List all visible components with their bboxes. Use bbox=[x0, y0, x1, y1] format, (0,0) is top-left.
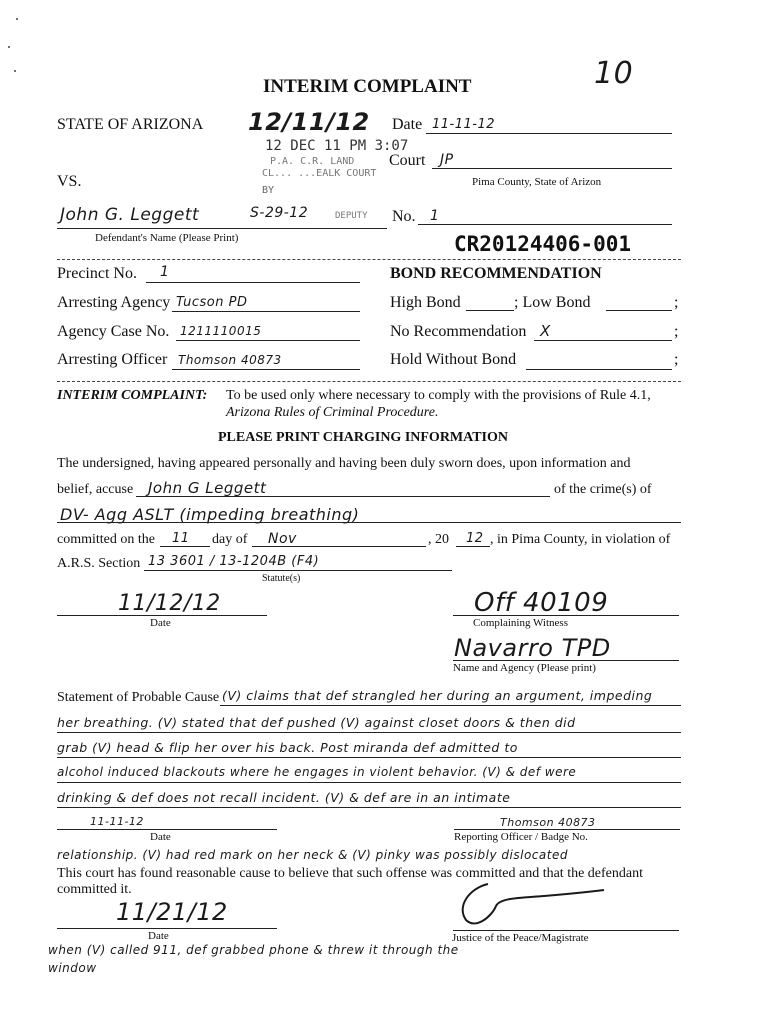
interim-text-1: To be used only where necessary to comply with the provisions of Rule 4.1, bbox=[226, 388, 651, 403]
agency-value: Tucson PD bbox=[176, 295, 248, 310]
hold-without-bond-line bbox=[526, 369, 672, 370]
bond-heading: BOND RECOMMENDATION bbox=[390, 265, 602, 282]
filed-stamp-clerk-2: CL... ...EALK COURT bbox=[262, 168, 377, 179]
probable-cause-rule bbox=[57, 807, 681, 808]
low-bond-line bbox=[606, 310, 672, 311]
pc-date-line bbox=[57, 829, 277, 830]
agency-case-value: 1211110015 bbox=[180, 324, 262, 338]
officer-label: Arresting Officer bbox=[57, 351, 168, 368]
stamp-handwritten-date: 12/11/12 bbox=[248, 108, 370, 136]
charging-line-1: The undersigned, having appeared personally and having been duly sworn does, upon information and bbox=[57, 456, 631, 471]
date-value: 11-11-12 bbox=[432, 117, 496, 132]
statute-caption: Statute(s) bbox=[262, 573, 301, 584]
witness-date-value: 11/12/12 bbox=[118, 591, 221, 616]
probable-cause-line: grab (V) head & flip her over his back. Post miranda def admitted to bbox=[57, 740, 518, 755]
separator bbox=[57, 259, 681, 260]
agency-label: Arresting Agency bbox=[57, 294, 171, 311]
accused-value: John G Leggett bbox=[148, 479, 267, 497]
no-recommendation-line bbox=[534, 340, 672, 341]
crime-line bbox=[57, 522, 681, 523]
finding-date-value: 11/21/12 bbox=[116, 898, 228, 926]
probable-cause-rule bbox=[57, 782, 681, 783]
magistrate-signature bbox=[448, 876, 608, 932]
name-agency-caption: Name and Agency (Please print) bbox=[453, 662, 596, 674]
finding-line-1: This court has found reasonable cause to believe that such offense was committed and that the defendant bbox=[57, 866, 643, 881]
no-line bbox=[418, 224, 672, 225]
filed-stamp-deputy: DEPUTY bbox=[335, 211, 368, 221]
reporting-officer-value: Thomson 40873 bbox=[500, 816, 596, 829]
month-line bbox=[252, 546, 426, 547]
witness-signature-line bbox=[453, 615, 679, 616]
vs-label: VS. bbox=[57, 173, 82, 190]
semicolon: ; bbox=[674, 351, 679, 368]
probable-cause-rule bbox=[57, 757, 681, 758]
court-label: Court bbox=[389, 152, 426, 169]
probable-cause-line: alcohol induced blackouts where he engages in violent behavior. (V) & def were bbox=[57, 765, 577, 779]
probable-cause-line: (V) claims that def strangled her during an argument, impeding bbox=[222, 688, 653, 703]
finding-date-caption: Date bbox=[148, 930, 169, 942]
accused-line bbox=[136, 496, 550, 497]
probable-cause-label: Statement of Probable Cause bbox=[57, 690, 220, 705]
defendant-caption: Defendant's Name (Please Print) bbox=[95, 232, 239, 244]
finding-date-line bbox=[57, 928, 277, 929]
high-bond-line bbox=[466, 310, 514, 311]
year-prefix: , 20 bbox=[428, 532, 449, 547]
year-line bbox=[456, 546, 490, 547]
year-value: 12 bbox=[466, 531, 484, 546]
name-agency-line bbox=[453, 660, 679, 661]
agency-case-label: Agency Case No. bbox=[57, 323, 170, 340]
magistrate-caption: Justice of the Peace/Magistrate bbox=[452, 932, 589, 944]
high-bond-label: High Bond bbox=[390, 294, 461, 311]
margin-mark bbox=[16, 18, 18, 20]
ars-label: A.R.S. Section bbox=[57, 556, 141, 571]
agency-case-line bbox=[176, 340, 360, 341]
hold-without-bond-label: Hold Without Bond bbox=[390, 351, 517, 368]
handwritten-page-number: 10 bbox=[594, 56, 634, 91]
no-label: No. bbox=[392, 208, 416, 225]
precinct-label: Precinct No. bbox=[57, 265, 137, 282]
no-recommendation-mark: X bbox=[540, 322, 551, 340]
case-number: CR20124406-001 bbox=[454, 232, 632, 256]
crime-label: of the crime(s) of bbox=[554, 482, 652, 497]
name-agency-value: Navarro TPD bbox=[454, 634, 611, 662]
filed-stamp-clerk-1: P.A. C.R. LAND bbox=[270, 156, 355, 167]
court-line bbox=[432, 168, 672, 169]
margin-mark bbox=[14, 70, 16, 72]
month-value: Nov bbox=[268, 531, 297, 547]
probable-cause-rule bbox=[220, 705, 681, 706]
ars-line bbox=[144, 570, 452, 571]
no-recommendation-label: No Recommendation bbox=[390, 323, 527, 340]
semicolon: ; bbox=[674, 323, 679, 340]
no-value: 1 bbox=[430, 208, 440, 224]
probable-cause-line: her breathing. (V) stated that def pushed (V) against closet doors & then did bbox=[57, 715, 576, 730]
precinct-line bbox=[146, 282, 360, 283]
interim-label: INTERIM COMPLAINT: bbox=[57, 388, 208, 403]
defendant-name-value: John G. Leggett bbox=[60, 205, 200, 225]
filed-stamp-time: 12 DEC 11 PM 3:07 bbox=[265, 138, 409, 154]
defendant-line bbox=[57, 228, 387, 229]
belief-label: belief, accuse bbox=[57, 482, 134, 497]
low-bond-label: ; Low Bond bbox=[514, 294, 591, 311]
margin-mark bbox=[8, 46, 10, 48]
county-clause: , in Pima County, in violation of bbox=[490, 532, 671, 547]
date-label: Date bbox=[392, 116, 423, 133]
witness-date-line bbox=[57, 615, 267, 616]
bottom-note-line: when (V) called 911, def grabbed phone & threw it through the bbox=[48, 943, 459, 957]
state-label: STATE OF ARIZONA bbox=[57, 116, 204, 133]
reporting-officer-line bbox=[454, 829, 680, 830]
probable-cause-line: drinking & def does not recall incident. (V) & def are in an intimate bbox=[57, 790, 511, 805]
probable-cause-rule bbox=[57, 732, 681, 733]
probable-cause-extra: relationship. (V) had red mark on her neck & (V) pinky was possibly dislocated bbox=[57, 848, 568, 862]
day-of-label: day of bbox=[212, 532, 248, 547]
witness-date-caption: Date bbox=[150, 617, 171, 629]
agency-line bbox=[172, 311, 360, 312]
committed-label: committed on the bbox=[57, 532, 155, 547]
complaining-witness-caption: Complaining Witness bbox=[473, 617, 568, 629]
separator bbox=[57, 381, 681, 382]
pc-date-caption: Date bbox=[150, 831, 171, 843]
pc-date-value: 11-11-12 bbox=[90, 815, 144, 828]
day-line bbox=[160, 546, 210, 547]
magistrate-line bbox=[453, 930, 679, 931]
finding-line-2: committed it. bbox=[57, 882, 132, 897]
filed-stamp-by: BY bbox=[262, 185, 275, 196]
reporting-officer-caption: Reporting Officer / Badge No. bbox=[454, 831, 588, 843]
precinct-value: 1 bbox=[160, 264, 170, 280]
court-value: JP bbox=[440, 152, 454, 168]
bottom-note-line: window bbox=[48, 961, 97, 975]
crime-value: DV- Agg ASLT (impeding breathing) bbox=[60, 505, 360, 524]
stamp-signature: S-29-12 bbox=[250, 205, 309, 221]
officer-line bbox=[172, 369, 360, 370]
officer-value: Thomson 40873 bbox=[178, 353, 282, 367]
county-state-caption: Pima County, State of Arizon bbox=[472, 176, 602, 188]
date-line bbox=[426, 133, 672, 134]
charging-heading: PLEASE PRINT CHARGING INFORMATION bbox=[218, 430, 509, 445]
day-value: 11 bbox=[172, 531, 190, 546]
page-title: INTERIM COMPLAINT bbox=[263, 76, 472, 97]
semicolon: ; bbox=[674, 294, 679, 311]
interim-text-2: Arizona Rules of Criminal Procedure. bbox=[226, 405, 439, 420]
complaining-witness-signature: Off 40109 bbox=[474, 588, 609, 618]
ars-value: 13 3601 / 13-1204B (F4) bbox=[148, 554, 320, 569]
